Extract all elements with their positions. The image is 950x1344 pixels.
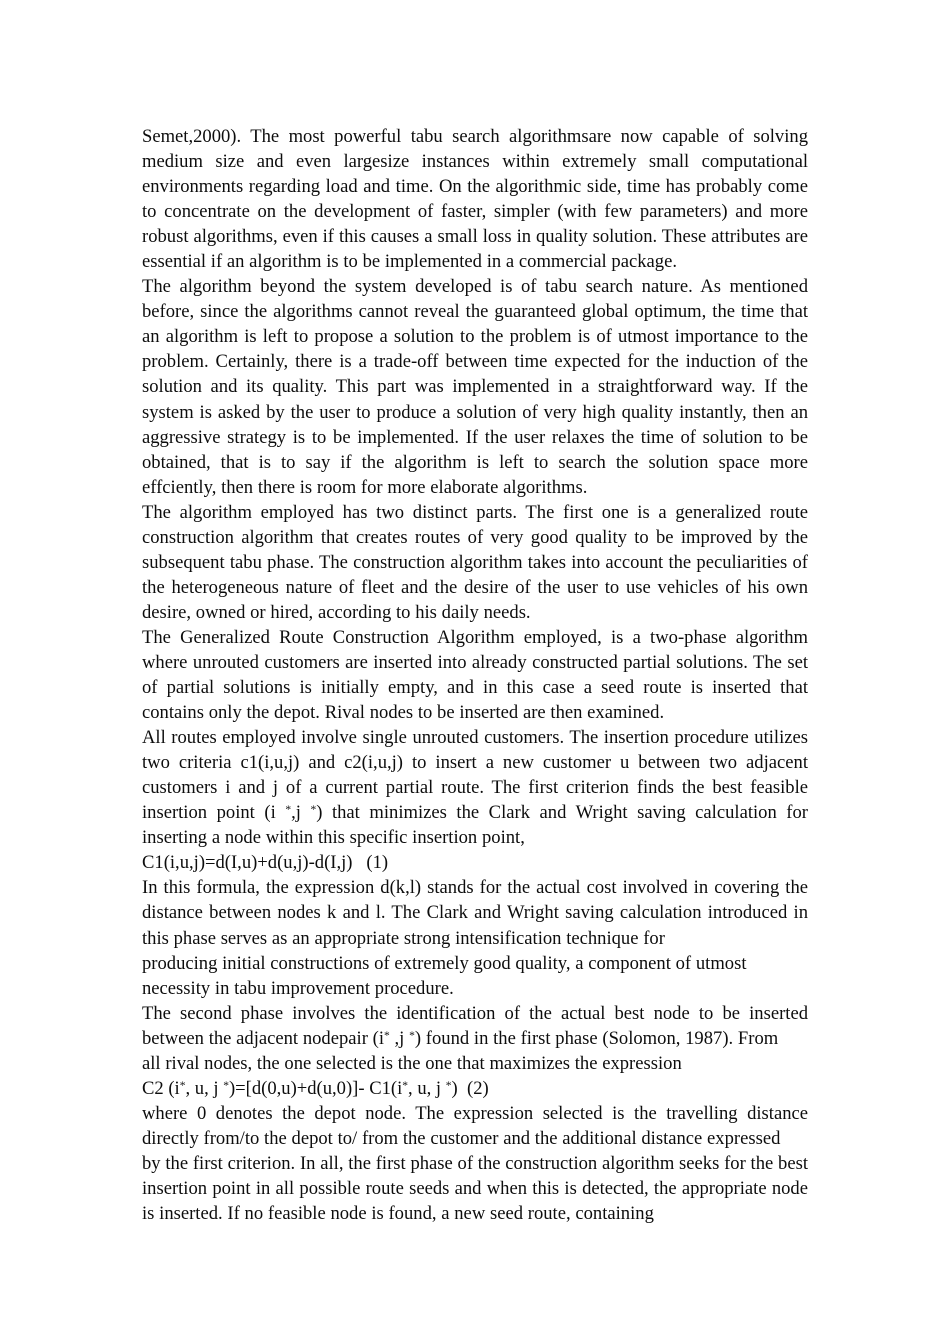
paragraph-11: by the first criterion. In all, the first phase of the construction algorithm seeks for the best insertion point in all possible route seeds and when this is detected, the appropriate node is inserted. If no feasible node is found, a new seed route, containing	[142, 1152, 808, 1225]
superscript-asterisk-i-star-2: *	[384, 1029, 390, 1042]
paragraph-5	[142, 725, 808, 850]
paragraph-5-text-before: All routes employed involve single unrouted customers. The insertion procedure utilizes two criteria c1(i,u,j) and c2(i,u,j) to insert a new customer u between two adjacent customers i and j of a current partial route. The first criterion finds the best feasible insertion point (i	[142, 727, 808, 824]
paragraph-6: In this formula, the expression d(k,l) stands for the actual cost involved in covering the distance between nodes k and l. The Clark and Wright saving calculation introduced in this phase serves as an appropriate strong intensification technique for	[142, 877, 808, 949]
paragraph-7: producing initial constructions of extremely good quality, a component of utmost necessity in tabu improvement procedure.	[142, 952, 747, 999]
paragraph-8	[142, 1001, 808, 1051]
formula-2-seg-4: , u, j	[408, 1077, 446, 1099]
paragraph-2: The algorithm beyond the system developed is of tabu search nature. As mentioned before, since the algorithms cannot reveal the guaranteed global optimum, the time that an algorithm is left to propose a solution to the problem is of utmost importance to the problem. Certainly, there is a trade-off between time expected for the induction of the solution and its quality. This part was implemented in a straightforward way. If the system is asked by the user to produce a solution of very high quality instantly, then an aggressive strategy is to be implemented. If the user relaxes the time of solution to be obtained, that is to say if the algorithm is left to search the solution space more effciently, then there is room for more elaborate algorithms.	[142, 276, 808, 498]
superscript-asterisk-j-star-2: *	[409, 1029, 415, 1042]
paragraph-10: where 0 denotes the depot node. The expression selected is the travelling distance directly from/to the depot to/ from the customer and the additional distance expressed	[142, 1102, 808, 1149]
body-text-column	[142, 124, 808, 1226]
formula-2-superscript-3: *	[402, 1079, 409, 1092]
formula-2-superscript-4: *	[445, 1079, 452, 1092]
formula-2-seg-3: )=[d(0,u)+d(u,0)]- C1(i	[228, 1077, 403, 1099]
paragraph-4: The Generalized Route Construction Algorithm employed, is a two-phase algorithm where unrouted customers are inserted into already constructed partial solutions. The set of partial solutions is initially empty, and in this case a seed route is inserted that contains only the depot. Rival nodes to be inserted are then examined.	[142, 626, 808, 724]
paragraph-8-text-after: ) found in the first phase (Solomon, 1987). From	[414, 1027, 779, 1049]
formula-2-superscript-1: *	[179, 1079, 186, 1092]
superscript-asterisk-i-star: *	[285, 804, 292, 817]
paragraph-3: The algorithm employed has two distinct parts. The first one is a generalized route construction algorithm that creates routes of very good quality to be improved by the subsequent tabu phase. The construction algorithm takes into account the peculiarities of the heterogeneous nature of fleet and the desire of the user to use vehicles of his own desire, owned or hired, according to his daily needs.	[142, 501, 808, 623]
formula-2-seg-2: , u, j	[185, 1077, 224, 1099]
paragraph-5-text-after: ) that minimizes the Clark and Wright saving calculation for inserting a node within this specific insertion point,	[142, 802, 808, 849]
formula-1: C1(i,u,j)=d(I,u)+d(u,j)-d(I,j) (1)	[142, 852, 389, 874]
paragraph-1: Semet,2000). The most powerful tabu search algorithmsare now capable of solving medium size and even largesize instances within extremely small computational environments regarding load and time. On the algorithmic side, time has probably come to concentrate on the development of faster, simpler (with few parameters) and more robust algorithms, even if this causes a small loss in quality solution. These attributes are essential if an algorithm is to be implemented in a commercial package.	[142, 126, 808, 273]
formula-2-seg-1: C2 (i	[142, 1077, 180, 1099]
paragraph-8-text-before: The second phase involves the identification of the actual best node to be inserted between the adjacent nodepair (i	[142, 1002, 808, 1049]
paragraph-9: all rival nodes, the one selected is the one that maximizes the expression	[142, 1052, 682, 1074]
paragraph-5-text-middle: ,j	[291, 802, 311, 824]
formula-2-superscript-2: *	[223, 1079, 229, 1092]
formula-2-seg-5: ) (2)	[451, 1077, 489, 1099]
paragraph-8-text-middle: ,j	[389, 1027, 410, 1049]
formula-2	[142, 1076, 808, 1101]
superscript-asterisk-j-star: *	[310, 804, 317, 817]
